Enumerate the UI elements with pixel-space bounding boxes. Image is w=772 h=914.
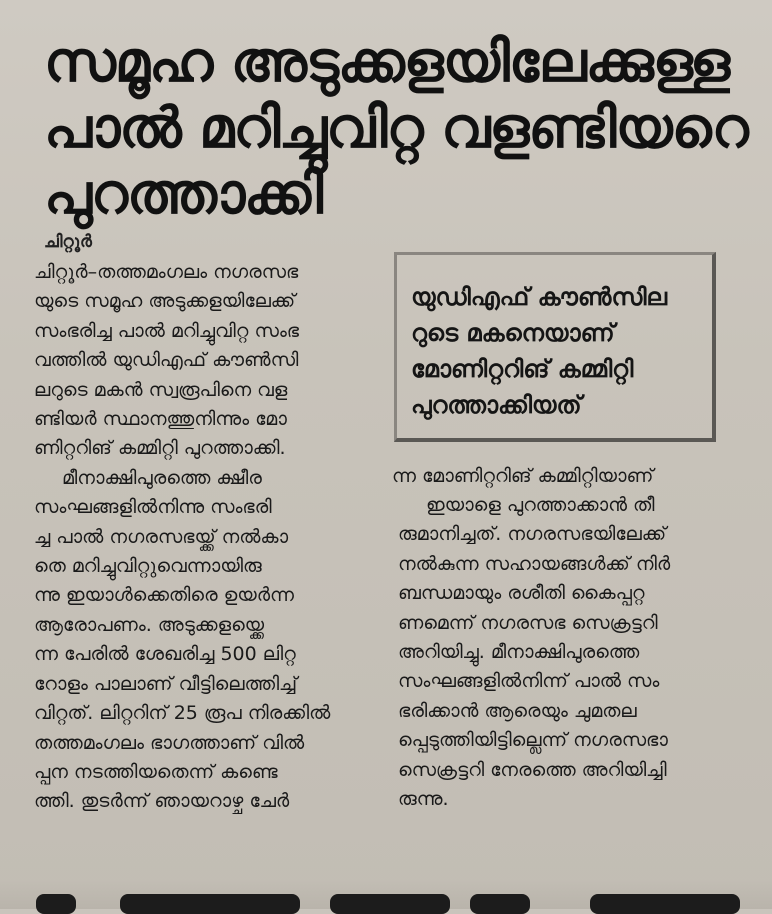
body-line: രുന്നു. — [398, 788, 449, 811]
body-line: മീനാക്ഷിപുരത്തെ ക്ഷീര — [62, 466, 262, 489]
body-line: ത്തി. തുടർന്ന് ഞായറാഴ്ച ചേർ — [34, 790, 290, 813]
ink-fragment — [590, 894, 740, 914]
body-line: ന്ന പേരിൽ ശേഖരിച്ച 500 ലിറ്റ — [34, 643, 296, 666]
body-line: വത്തിൽ യുഡിഎഫ് കൗൺസി — [34, 349, 299, 372]
ink-fragment — [120, 894, 300, 914]
body-line: ച്ച പാൽ നഗരസഭയ്ക്ക് നൽകാ — [34, 525, 289, 548]
body-line: സെക്രട്ടറി നേരത്തെ അറിയിച്ചി — [398, 758, 667, 781]
pull-quote-line: പുറത്താക്കിയത് — [411, 391, 582, 419]
body-line: നൽകുന്ന സഹായങ്ങൾക്ക് നിർ — [398, 552, 671, 575]
body-line: റോളം പാലാണ് വീട്ടിലെത്തിച്ച് — [34, 672, 298, 695]
body-line: ആരോപണം. അടുക്കളയ്ക്കെ — [34, 613, 265, 636]
article-column-right-start — [392, 462, 744, 491]
body-line: ഇയാളെ പുറത്താക്കാൻ തീ — [426, 494, 655, 516]
body-line: ബന്ധമായും രശീതി കൈപ്പറ്റ — [398, 582, 645, 605]
headline-line: പുറത്താക്കി — [44, 162, 323, 227]
pull-quote-box — [394, 252, 716, 442]
body-line: പ്പന നടത്തിയതെന്ന് കണ്ടെ — [34, 760, 278, 783]
body-line: പ്പെടുത്തിയിട്ടില്ലെന്ന് നഗരസഭാ — [398, 729, 668, 752]
body-line: രുമാനിച്ചത്. നഗരസഭയിലേക്ക് — [398, 523, 667, 546]
body-line: ലറുടെ മകൻ സ്വരൂപിനെ വള — [34, 378, 288, 401]
headline-line: സമൂഹ അടുക്കളയിലേക്കുള്ള — [44, 30, 730, 95]
pull-quote-line: യുഡിഎഫ് കൗൺസില — [411, 283, 667, 311]
body-line: സംഘങ്ങളിൽനിന്ന് പാൽ സം — [398, 670, 660, 693]
ink-fragment — [470, 894, 530, 914]
body-line: ഭരിക്കാൻ ആരെയും ചുമതല — [398, 699, 637, 722]
body-line: ണമെന്ന് നഗരസഭ സെക്രട്ടറി — [398, 611, 658, 634]
next-headline-fragment — [0, 880, 772, 909]
body-line: തത്തമംഗലം ഭാഗത്താണ് വിൽ — [34, 731, 305, 754]
headline-line: പാൽ മറിച്ചുവിറ്റ വളണ്ടിയറെ — [44, 96, 748, 161]
body-line: ന്നു ഇയാൾക്കെതിരെ ഉയർന്ന — [34, 584, 294, 607]
article-column-left — [34, 258, 386, 817]
body-line: തെ മറിച്ചുവിറ്റുവെന്നായിരു — [34, 555, 262, 578]
pull-quote-line: റുടെ മകനെയാണ് — [411, 319, 615, 347]
body-line: സംഘങ്ങളിൽനിന്നു സംഭരി — [34, 496, 272, 519]
body-line: അറിയിച്ചു. മീനാക്ഷിപുരത്തെ — [398, 641, 640, 664]
body-line: ണ്ടിയർ സ്ഥാനത്തുനിന്നും മോ — [34, 408, 287, 431]
pull-quote — [411, 279, 667, 423]
ink-fragment — [330, 894, 450, 914]
body-line: ചിറ്റൂർ–തത്തമംഗലം നഗരസഭ — [34, 261, 299, 283]
ink-fragment — [36, 894, 76, 914]
dateline: ചിറ്റൂർ — [44, 232, 92, 252]
body-line: യുടെ സമൂഹ അടുക്കളയിലേക്ക് — [34, 290, 296, 313]
headline — [44, 30, 754, 228]
body-line: വിറ്റത്. ലിറ്ററിന് 25 രൂപ നിരക്കിൽ — [34, 702, 331, 725]
article-column-right — [398, 491, 750, 814]
pull-quote-line: മോണിറ്ററിങ് കമ്മിറ്റി — [411, 355, 634, 383]
body-line: ന്ന മോണിറ്ററിങ് കമ്മിറ്റിയാണ് — [392, 465, 654, 487]
body-line: സംഭരിച്ച പാൽ മറിച്ചുവിറ്റ സംഭ — [34, 319, 300, 342]
body-line: ണിറ്ററിങ് കമ്മിറ്റി പുറത്താക്കി. — [34, 437, 286, 460]
